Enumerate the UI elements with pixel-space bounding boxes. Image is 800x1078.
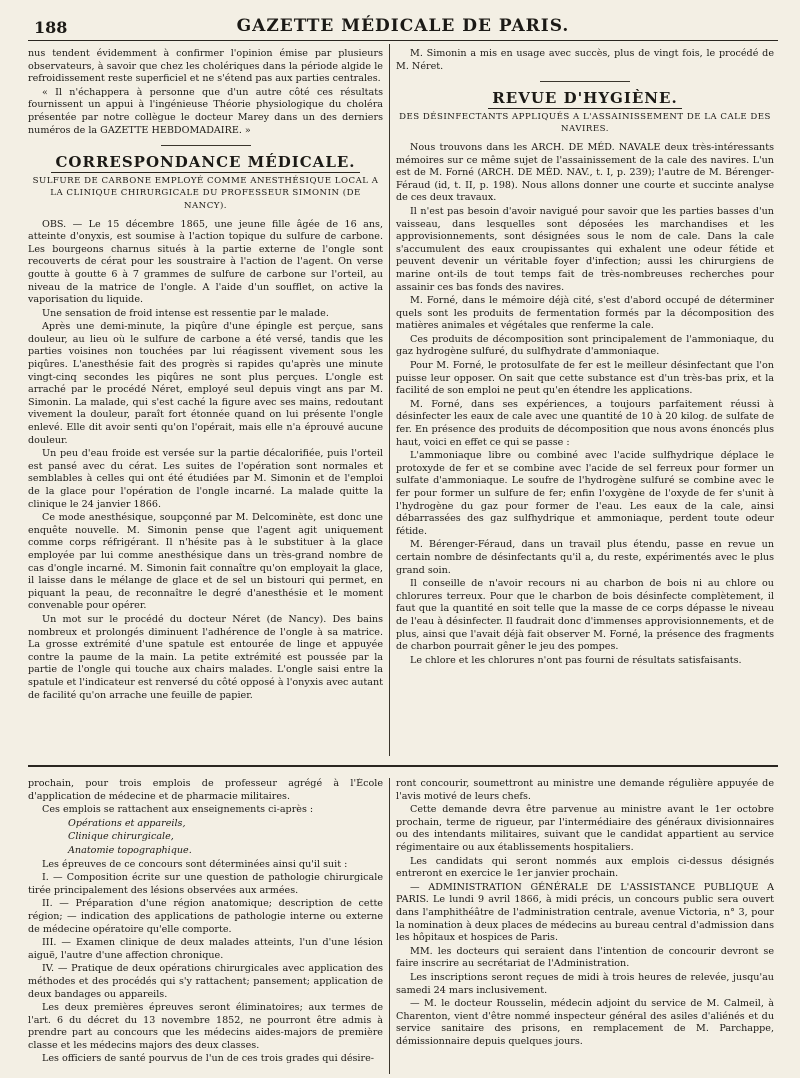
article-subhead: DES DÉSINFECTANTS APPLIQUÉS A L'ASSAINISSEMENT DE LA CALE DES NAVIRES. <box>399 111 771 135</box>
bottom-left-column <box>28 778 383 1074</box>
paragraph: Un peu d'eau froide est versée sur la partie décalorifiée, puis l'orteil est pansé avec du cérat. Les suites de l'opération sont normales et semblables à celles qui ont été étudiées par M. Simonin et de l'emploi de la glace pour l'opération de l'ongle incarné. La malade quitte la clinique le 24 janvier 1866. <box>28 448 383 510</box>
column-divider <box>389 44 390 756</box>
paragraph: MM. les docteurs qui seraient dans l'intention de concourir devront se faire inscrire au secrétariat de l'Administration. <box>396 945 774 970</box>
paragraph: L'ammoniaque libre ou combiné avec l'acide sulfhydrique déplace le protoxyde de fer et se combine avec l'acide de sel ferreux pour former un sulfate d'ammoniaque. Le soufre de l'hydrogène sulfuré se combine avec le fer pour former un sulfure de fer; enfin l'oxygène de l'oxyde de fer s'unit à l'hydrogène du gaz pour former de l'eau. Les eaux de la cale, ainsi débarrassées des gaz sulfhydrique et ammoniaque, perdent toute odeur fétide. <box>396 450 774 537</box>
paragraph: Les candidats qui seront nommés aux emplois ci-dessus désignés entreront en exercice le 1er janvier prochain. <box>396 855 774 880</box>
right-column <box>396 48 774 756</box>
paragraph: Ces emplois se rattachent aux enseignements ci-après : <box>42 804 314 816</box>
paragraph: Ces produits de décomposition sont principalement de l'ammoniaque, du gaz hydrogène sulfuré, du sulfhydrate d'ammoniaque. <box>396 333 774 358</box>
section-title-text: CORRESPONDANCE MÉDICALE. <box>51 153 359 173</box>
paragraph: — M. le docteur Rousselin, médecin adjoint du service de M. Calmeil, à Charenton, vient d'être nommé inspecteur général des asiles d'aliénés et du service sanitaire des prisons, en remplacement de M. Parchappe, démissionnaire depuis quelques jours. <box>396 998 774 1047</box>
paragraph: ront concourir, soumettront au ministre une demande régulière appuyée de l'avis motivé de leurs chefs. <box>396 778 774 802</box>
paragraph: « Il n'échappera à personne que d'un autre côté ces résultats fournissent un appui à l'ingénieuse Théorie physiologique du choléra présentée par notre collègue le docteur Marey dans un des derniers numéros de la GAZETTE HEBDOMADAIRE. » <box>28 86 383 136</box>
journal-title: GAZETTE MÉDICALE DE PARIS. <box>236 16 570 36</box>
paragraph: Les deux premières épreuves seront éliminatoires; aux termes de l'art. 6 du décret du 13 novembre 1852, ne pourront être admis à prendre part au concours que les médecins aides-majors de première classe et les médecins majors des deux classes. <box>28 1002 383 1051</box>
paragraph: II. — Préparation d'une région anatomique; description de cette région; — indication des applications de pathologie interne ou externe de médecine opératoire qu'elle comporte. <box>28 898 383 935</box>
column-divider <box>389 778 390 1074</box>
paragraph: M. Simonin a mis en usage avec succès, plus de vingt fois, le procédé de M. Néret. <box>396 48 774 72</box>
paragraph: Ce mode anesthésique, soupçonné par M. Delcominète, est donc une enquête nouvelle. M. Simonin pense que l'agent agit uniquement comme corps réfrigérant. Il n'hésite pas à le substituer à la glace employée par lui comme anesthésique dans un très-grand nombre de cas d'ongle incarné. M. Simonin fait connaître qu'on employait la glace, il laisse dans le mélange de glace et de sel un bistouri qui permet, en piquant la peau, de reconnaître le degré d'anesthésie et le moment convenable pour opérer. <box>28 512 383 612</box>
paragraph: Une sensation de froid intense est ressentie par le malade. <box>42 307 329 319</box>
paragraph: Cette demande devra être parvenue au ministre avant le 1er octobre prochain, terme de rigueur, par l'intermédiaire des généraux divisionnaires ou des intendants militaires, suivant que le candidat appartient au service régimentaire ou aux établissements hospitaliers. <box>396 804 774 853</box>
paragraph: Les épreuves de ce concours sont déterminées ainsi qu'il suit : <box>42 858 348 870</box>
paragraph: nus tendent évidemment à confirmer l'opinion émise par plusieurs observateurs, à savoir que chez les cholériques dans la période algide le refroidissement reste superficiel et ne s'étend pas aux parties centrales. <box>28 48 383 85</box>
paragraph: OBS. — Le 15 décembre 1865, une jeune fille âgée de 16 ans, atteinte d'onyxis, est soumise à l'action topique du sulfure de carbone. Les bourgeons charnus situés à la partie externe de l'ongle sont recouverts de cérat pour les soustraire à l'action de l'agent. On verse goutte à goutte 6 à 7 grammes de sulfure de carbone sur l'orteil, au niveau de la matrice de l'ongle. A l'aide d'un soufflet, on active la vaporisation du liquide. <box>28 218 383 306</box>
paragraph: prochain, pour trois emplois de professeur agrégé à l'École d'application de médecine et de pharmacie militaires. <box>28 778 383 802</box>
article-subhead: SULFURE DE CARBONE EMPLOYÉ COMME ANESTHÉSIQUE LOCAL A LA CLINIQUE CHIRURGICALE DU PROFESSEUR SIMONIN (DE NANCY). <box>32 175 379 211</box>
paragraph: Pour M. Forné, le protosulfate de fer est le meilleur désinfectant que l'on puisse leur opposer. On sait que cette substance est d'un très-bas prix, et la facilité de son emploi ne peut qu'en étendre les applications. <box>396 360 774 397</box>
paragraph: IV. — Pratique de deux opérations chirurgicales avec application des méthodes et des procédés qui s'y rattachent; pansement; application de deux bandages ou appareils. <box>28 963 383 1000</box>
list-item: Clinique chirurgicale, <box>68 831 174 843</box>
paragraph: Il conseille de n'avoir recours ni au charbon de bois ni au chlore ou chlorures terreux. Pour que le charbon de bois désinfecte complètement, il faut que la quantité en soit telle que la masse de ce corps dépasse le niveau de l'eau à désinfecter. Il faudrait donc d'immenses approvisionnements, et de plus, ainsi que l'avait déjà fait observer M. Forné, la présence des fragments de charbon pourrait gêner le jeu des pompes. <box>396 578 774 653</box>
divider <box>161 145 251 146</box>
section-title <box>396 89 774 108</box>
section-title <box>28 153 383 172</box>
paragraph: Un mot sur le procédé du docteur Néret (de Nancy). Des bains nombreux et prolongés diminuent l'adhérence de l'ongle à sa matrice. La grosse extrémité d'une spatule est entourée de linge et appuyée contre la paume de la main. La petite extrémité est poussée par la partie de l'ongle qui touche aux chairs malades. L'ongle saisi entre la spatule et l'indicateur est renversé du côté opposé à l'onyxis avec autant de facilité qu'on arrache une feuille de papier. <box>28 613 383 701</box>
list-item: Opérations et appareils, <box>68 817 186 829</box>
paragraph: I. — Composition écrite sur une question de pathologie chirurgicale tirée principalement des lésions observées aux armées. <box>28 872 383 896</box>
page-header <box>28 14 778 41</box>
list-item: Anatomie topographique. <box>68 844 192 856</box>
left-column <box>28 48 383 756</box>
bottom-right-column <box>396 778 774 1074</box>
paragraph: Les inscriptions seront reçues de midi à trois heures de relevée, jusqu'au samedi 24 mars inclusivement. <box>396 971 774 996</box>
page-number: 188 <box>34 18 68 37</box>
section-title-text: REVUE D'HYGIÈNE. <box>488 89 681 109</box>
paragraph: — ADMINISTRATION GÉNÉRALE DE L'ASSISTANCE PUBLIQUE A PARIS. Le lundi 9 avril 1866, à midi précis, un concours public sera ouvert dans l'amphithéâtre de l'administration centrale, avenue Victoria, n° 3, pour la nomination à deux places de médecins au bureau central d'admission dans les hôpitaux et hospices de Paris. <box>396 881 774 944</box>
paragraph: M. Forné, dans ses expériences, a toujours parfaitement réussi à désinfecter les eaux de cale avec une quantité de 10 à 20 kilog. de sulfate de fer. En présence des produits de décomposition que nous avons énoncés plus haut, voici en effet ce qui se passe : <box>396 398 774 448</box>
paragraph: Les officiers de santé pourvus de l'un de ces trois grades qui désire- <box>42 1053 375 1065</box>
paragraph: III. — Examen clinique de deux malades atteints, l'un d'une lésion aiguë, l'autre d'une affection chronique. <box>28 937 383 961</box>
paragraph: Après une demi-minute, la piqûre d'une épingle est perçue, sans douleur, au lieu où le sulfure de carbone a été versé, tandis que les parties voisines non touchées par lui réagissent vivement sous les piqûres. L'anesthésie fait des progrès si rapides qu'après une minute vingt-cinq secondes les piqûres ne sont plus perçues. L'ongle est arraché par le procédé Néret, employé seul depuis vingt ans par M. Simonin. La malade, qui s'est caché la figure avec ses mains, redoutant vivement la douleur, paraît fort étonnée quand on lui présente l'ongle enlevé. Elle dit avoir senti qu'on l'opérait, mais elle n'a éprouvé aucune douleur. <box>28 321 383 446</box>
paragraph: Le chlore et les chlorures n'ont pas fourni de résultats satisfaisants. <box>410 654 742 666</box>
horizontal-divider <box>28 765 778 767</box>
paragraph: Il n'est pas besoin d'avoir navigué pour savoir que les parties basses d'un vaisseau, dans lesquelles sont déposées les marchandises et les approvisionnements, sont désignées sous le nom de cale. Dans la cale s'accumulent des eaux croupissantes qui exhalent une odeur fétide et peuvent devenir un véritable foyer d'infection; aussi les chirurgiens de marine ont-ils de tout temps fait de très-nombreuses recherches pour assainir ces bas fonds des navires. <box>396 205 774 293</box>
paragraph: Nous trouvons dans les ARCH. DE MÉD. NAVALE deux très-intéressants mémoires sur ce même sujet de l'assainissement de la cale des navires. L'un est de M. Forné (ARCH. DE MÉD. NAV., t. I, p. 239); l'autre de M. Bérenger-Féraud (id, t. II, p. 198). Nous allons donner une courte et succinte analyse de ces deux travaux. <box>396 141 774 204</box>
divider <box>540 81 630 82</box>
paragraph: M. Bérenger-Féraud, dans un travail plus étendu, passe en revue un certain nombre de désinfectants qu'il a, du reste, expérimentés avec le plus grand soin. <box>396 539 774 576</box>
paragraph: M. Forné, dans le mémoire déjà cité, s'est d'abord occupé de déterminer quels sont les produits de fermentation formés par la décomposition des matières animales et végétales que renferme la cale. <box>396 295 774 332</box>
